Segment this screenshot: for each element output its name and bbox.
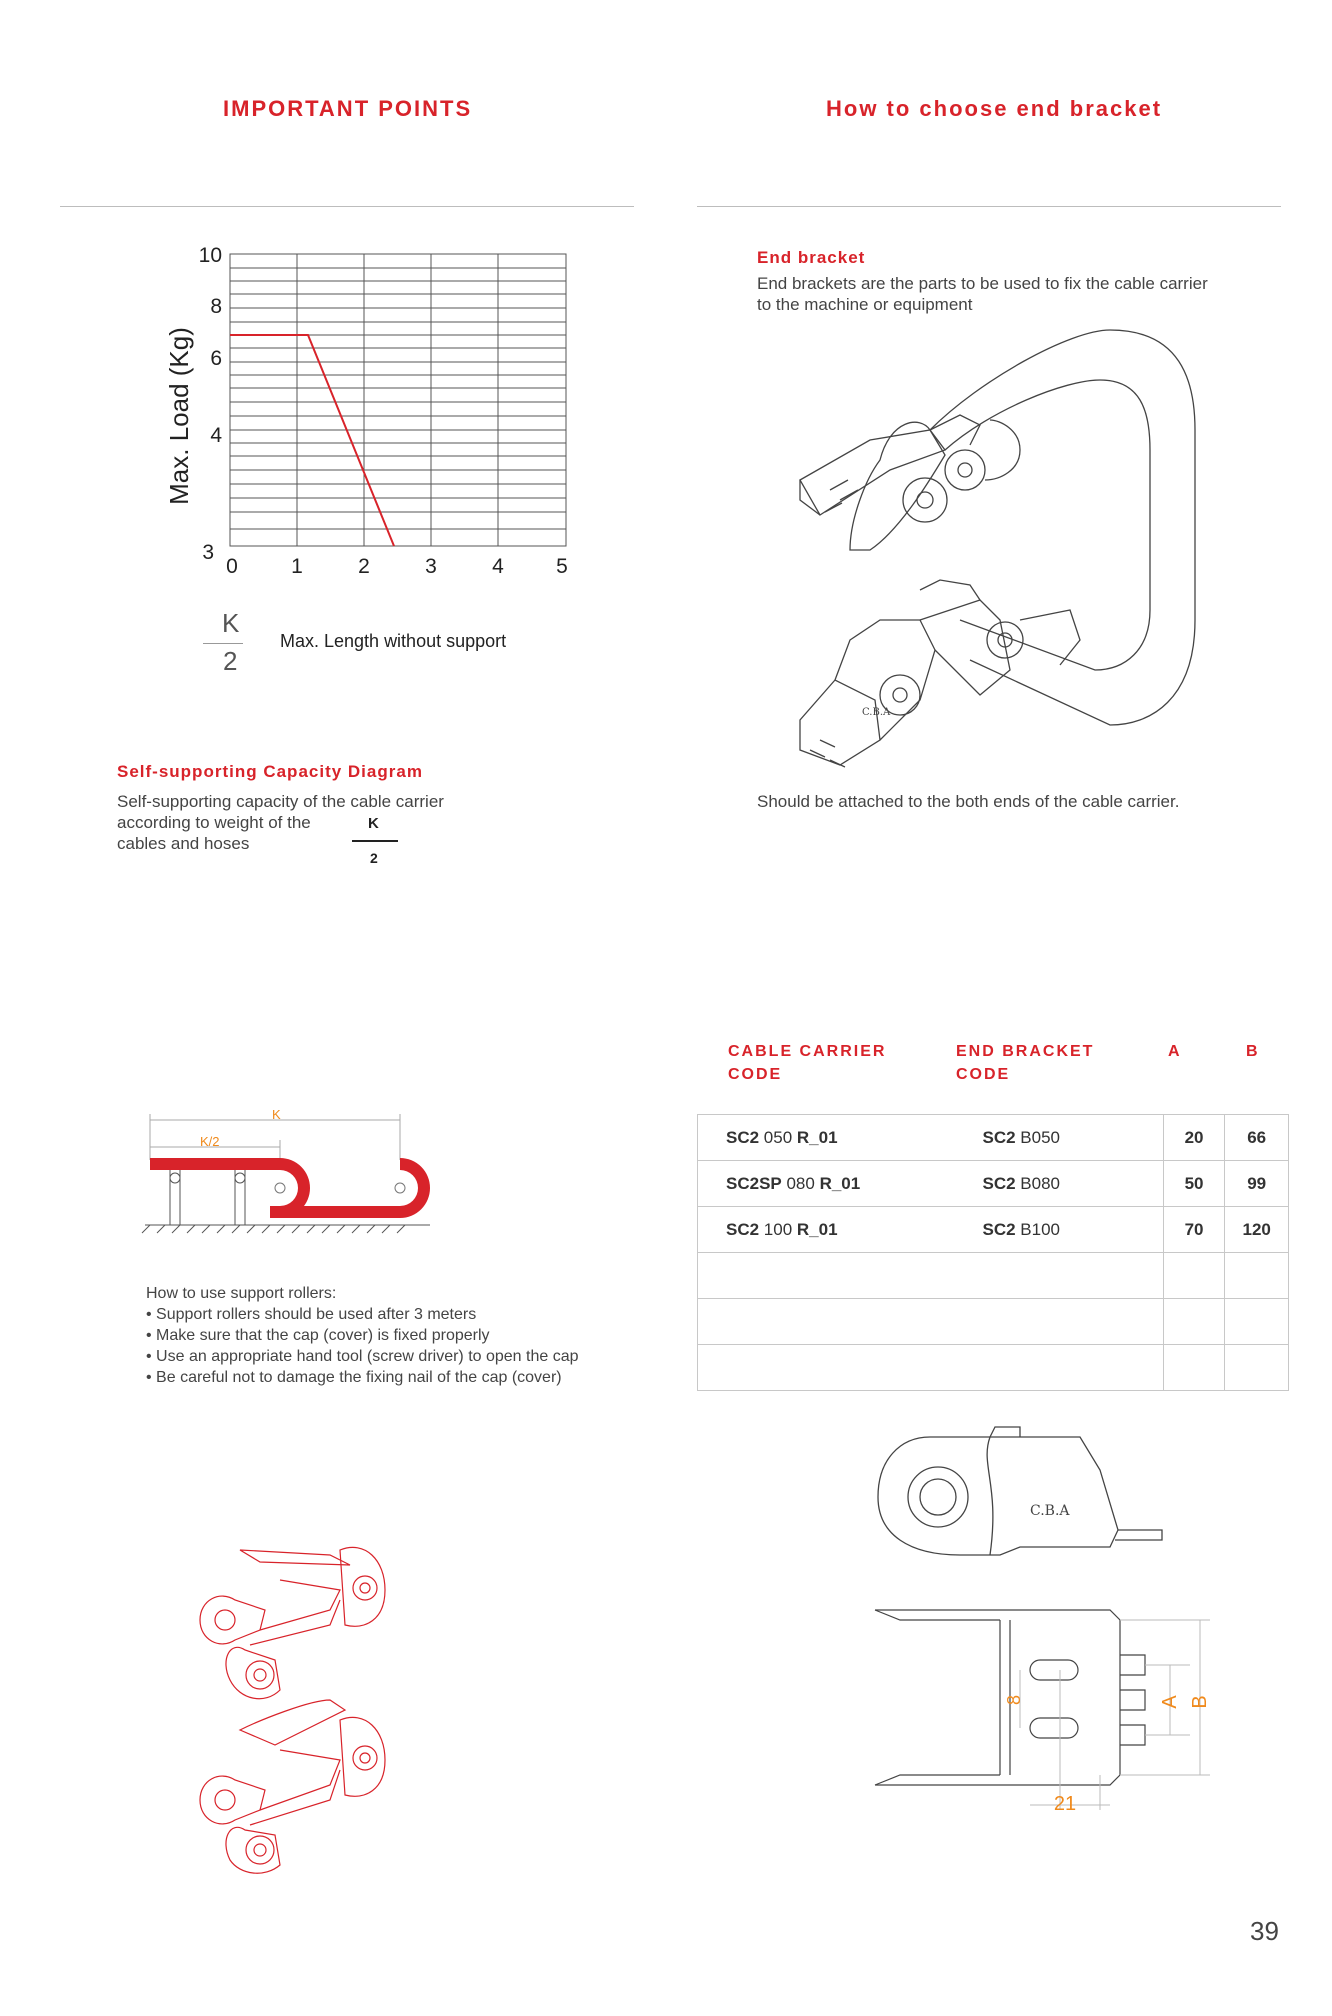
end-bracket-line2: to the machine or equipment	[757, 295, 973, 314]
y-tick: 3	[202, 541, 214, 564]
hdr-a: A	[1168, 1043, 1182, 1060]
right-divider	[697, 206, 1281, 207]
cell-carrier-suffix: R_01	[819, 1173, 861, 1193]
end-bracket-line1: End brackets are the parts to be used to fix the cable carrier	[757, 274, 1208, 293]
left-header: IMPORTANT POINTS	[223, 96, 473, 121]
roller-label-k: K	[272, 1107, 281, 1122]
table-row-empty	[698, 1253, 1289, 1299]
bracket-side-view	[870, 1425, 1170, 1565]
rollers-item: • Make sure that the cap (cover) is fixed properly	[146, 1327, 490, 1344]
end-bracket-note: Should be attached to the both ends of the cable carrier.	[757, 792, 1180, 811]
capacity-frac-bottom: 2	[370, 850, 378, 866]
roller-label-k2: K/2	[200, 1134, 220, 1149]
bracket-logo: C.B.A	[862, 707, 891, 718]
capacity-line3: cables and hoses	[117, 834, 250, 853]
cell-a: 50	[1163, 1161, 1225, 1207]
dim-8: 8	[1004, 1694, 1024, 1706]
table-row	[698, 1207, 1289, 1253]
y-tick: 8	[210, 295, 222, 318]
table-row-empty	[698, 1299, 1289, 1345]
cell-carrier-prefix: SC2SP	[726, 1173, 782, 1193]
capacity-frac-bar	[352, 840, 398, 842]
chart-fraction-bar	[203, 643, 243, 644]
right-header: How to choose end bracket	[826, 96, 1163, 121]
cell-carrier-size: 050	[759, 1127, 797, 1147]
hdr-bracket-code-1: END BRACKET	[956, 1043, 1095, 1060]
capacity-frac-top: K	[368, 815, 379, 832]
cell-a: 70	[1163, 1207, 1225, 1253]
x-tick: 4	[492, 555, 504, 578]
x-tick: 3	[425, 555, 437, 578]
cell-b: 66	[1225, 1115, 1289, 1161]
cell-bracket-prefix: SC2	[982, 1173, 1016, 1193]
cell-bracket-prefix: SC2	[982, 1219, 1016, 1239]
capacity-line1: Self-supporting capacity of the cable carrier	[117, 792, 444, 811]
table-row	[698, 1161, 1289, 1207]
bracket-table	[697, 1114, 1289, 1391]
bracket-top-view	[870, 1600, 1230, 1820]
cell-carrier-suffix: R_01	[796, 1219, 838, 1239]
x-tick: 2	[358, 555, 370, 578]
cell-a: 20	[1163, 1115, 1225, 1161]
capacity-line2: according to weight of the	[117, 813, 311, 832]
end-bracket-title: End bracket	[757, 248, 866, 267]
chart-fraction-top: K	[222, 608, 240, 638]
cell-b: 120	[1225, 1207, 1289, 1253]
y-tick: 10	[198, 244, 222, 267]
rollers-intro: How to use support rollers:	[146, 1285, 337, 1302]
hdr-bracket-code-2: CODE	[956, 1066, 1011, 1083]
cell-carrier-prefix: SC2	[726, 1127, 760, 1147]
page-number: 39	[1250, 1916, 1279, 1946]
chart-grid	[230, 254, 566, 546]
cell-carrier-prefix: SC2	[726, 1219, 760, 1239]
table-row-empty	[698, 1345, 1289, 1391]
rollers-item: • Support rollers should be used after 3 meters	[146, 1306, 477, 1323]
cell-b: 99	[1225, 1161, 1289, 1207]
dim-21: 21	[1053, 1793, 1077, 1815]
x-tick: 1	[291, 555, 303, 578]
hdr-carrier-code-1: CABLE CARRIER	[728, 1043, 887, 1060]
rollers-item: • Be careful not to damage the fixing nail of the cap (cover)	[146, 1369, 562, 1386]
cell-bracket-prefix: SC2	[982, 1127, 1016, 1147]
cell-bracket-rest: B100	[1015, 1219, 1061, 1239]
red-chain-illustration	[190, 1530, 430, 1880]
chart-fraction-bottom: 2	[223, 646, 238, 676]
cell-carrier-size: 080	[781, 1173, 820, 1193]
y-tick: 4	[210, 424, 222, 447]
x-tick: 5	[556, 555, 568, 578]
dim-b: B	[1189, 1695, 1211, 1709]
capacity-title: Self-supporting Capacity Diagram	[117, 762, 423, 781]
drawing-logo: C.B.A	[1030, 1503, 1070, 1519]
chart-xlabel: Max. Length without support	[280, 631, 507, 651]
cell-carrier-suffix: R_01	[796, 1127, 838, 1147]
hdr-carrier-code-2: CODE	[728, 1066, 783, 1083]
x-tick: 0	[226, 555, 238, 578]
load-curve	[230, 335, 394, 546]
rollers-item: • Use an appropriate hand tool (screw driver) to open the cap	[146, 1348, 579, 1365]
dim-a: A	[1159, 1695, 1181, 1709]
cell-carrier-size: 100	[759, 1219, 797, 1239]
support-roller-diagram	[140, 1100, 450, 1235]
load-chart	[140, 240, 580, 590]
cell-bracket-rest: B080	[1015, 1173, 1061, 1193]
table-row	[698, 1115, 1289, 1161]
left-divider	[60, 206, 634, 207]
cable-carrier-loop-illustration	[780, 320, 1210, 770]
y-tick: 6	[210, 347, 222, 370]
cell-bracket-rest: B050	[1015, 1127, 1061, 1147]
hdr-b: B	[1246, 1043, 1260, 1060]
chart-ylabel: Max. Load (Kg)	[164, 327, 194, 505]
